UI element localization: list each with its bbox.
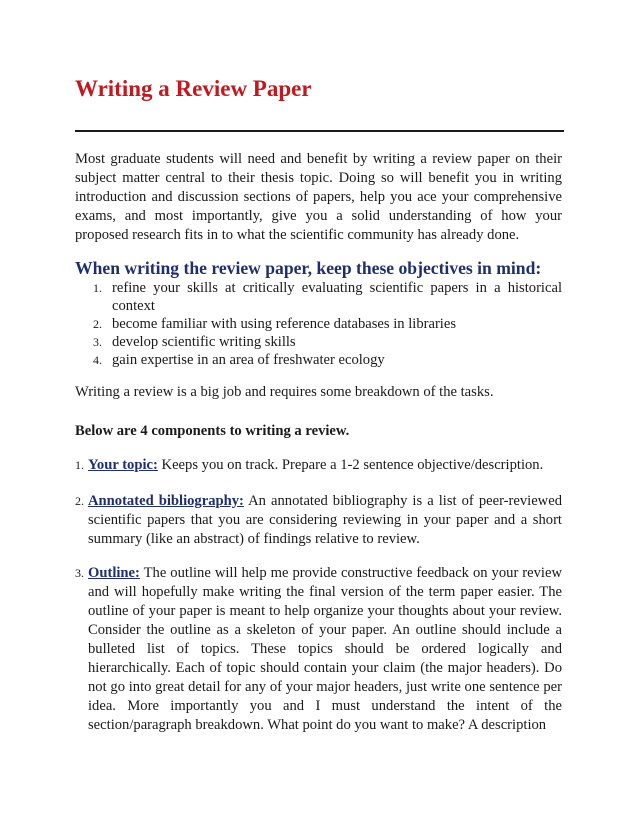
title-divider (75, 130, 564, 132)
objective-text: gain expertise in an area of freshwater ecology (112, 352, 385, 368)
component-item (75, 492, 562, 549)
breakdown-paragraph: Writing a review is a big job and requires some breakdown of the tasks. (75, 384, 494, 400)
objective-item (75, 315, 562, 333)
component-text: Keeps you on track. Prepare a 1-2 sentence objective/description. (157, 457, 544, 473)
component-item (75, 564, 562, 735)
component-body (88, 492, 562, 549)
objective-item (75, 351, 562, 369)
component-item (75, 456, 562, 475)
objective-text: refine your skills at critically evaluating scientific papers in a historical context (112, 280, 562, 314)
objective-item (75, 279, 562, 315)
component-text: An annotated bibliography is a list of peer-reviewed scientific papers that you are considering reviewing in your paper and a short summary (like an abstract) of findings relative to review. (88, 493, 562, 547)
objective-text: become familiar with using reference databases in libraries (112, 316, 457, 332)
components-heading: Below are 4 components to writing a review. (75, 423, 350, 439)
intro-paragraph: Most graduate students will need and benefit by writing a review paper on their subject matter central to their thesis topic. Doing so will benefit you in writing introduction and discussion sections of papers, help you ace your comprehensive exams, and most importantly, give you a solid understanding of how your proposed research fits in to what the scientific community has already done. (75, 151, 562, 243)
component-number: 2. (75, 494, 84, 508)
objectives-list (75, 279, 562, 369)
component-heading-bibliography: Annotated bibliography: (88, 493, 244, 509)
objective-number: 1. (93, 281, 102, 295)
objective-item (75, 333, 562, 351)
component-body (88, 456, 562, 475)
component-text: The outline will help me provide constructive feedback on your review and will hopefully make writing the final version of the term paper easier. The outline of your paper is meant to help organize your thoughts about your review. Consider the outline as a skeleton of your paper. An outline should include a bulleted list of topics. These topics should be ordered logically and hierarchically. Each of topic should contain your claim (the major headers). Do not go into great detail for any of your major headers, just write one sentence per idea. More importantly you and I must understand the intent of the section/paragraph breakdown. What point do you want to make? A description (88, 565, 562, 733)
objective-number: 2. (93, 317, 102, 331)
component-heading-outline: Outline: (88, 565, 140, 581)
page-title: Writing a Review Paper (75, 76, 312, 101)
objective-number: 3. (93, 335, 102, 349)
objectives-heading: When writing the review paper, keep these objectives in mind: (75, 258, 542, 278)
objective-number: 4. (93, 353, 102, 367)
component-body (88, 564, 562, 735)
component-number: 3. (75, 566, 84, 580)
objective-text: develop scientific writing skills (112, 334, 296, 350)
component-number: 1. (75, 458, 84, 472)
component-heading-topic: Your topic: (88, 457, 158, 473)
